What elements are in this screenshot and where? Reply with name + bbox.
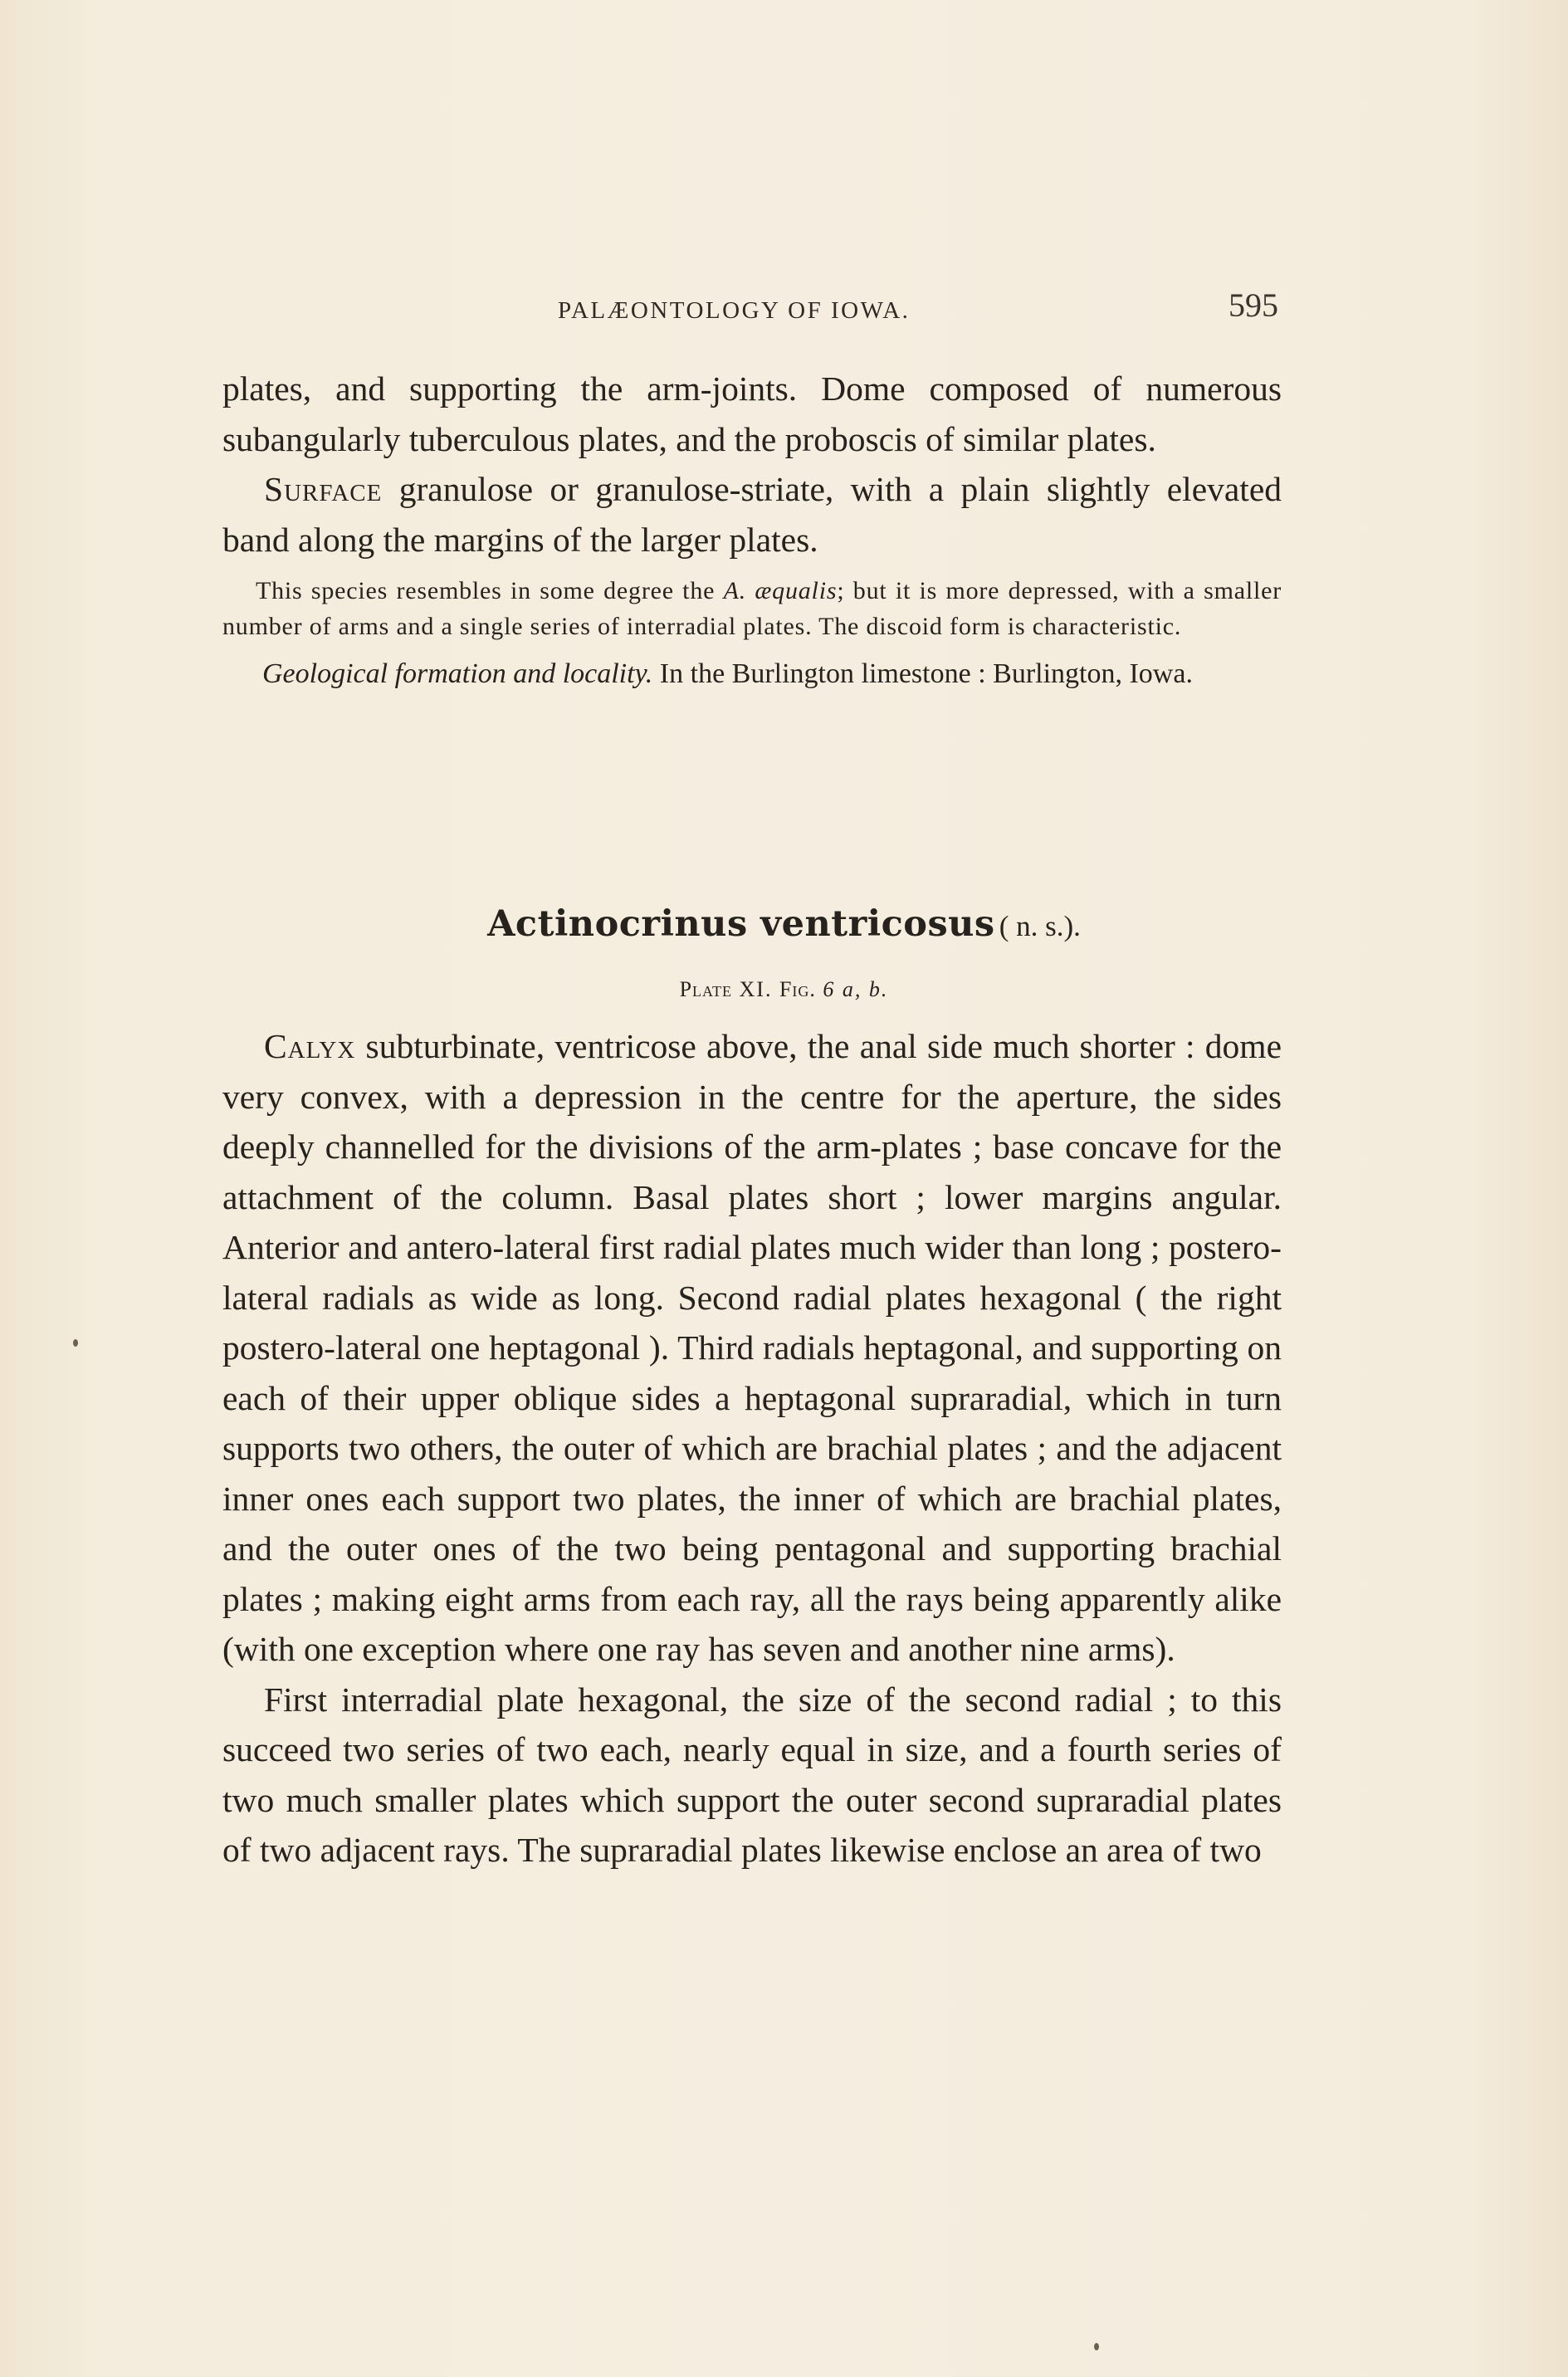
calyx-text: subturbinate, ventricose above, the anal side much shorter : dome very convex, with a depression in the centre for the aperture, the sides deeply channelled for the divisions of the arm-plates ; base concave for the attachment of the column. Basal plates short ; lower margins angular. Anterior and antero-lateral first radial plates much wider than long ; postero-lateral radials as wide as long. Second radial plates hexagonal ( the right postero-lateral one heptagonal ). Third radials heptagonal, and supporting on each of their upper oblique sides a heptagonal supraradial, which in turn supports two others, the outer of which are brachial plates ; and the adjacent inner ones each support two plates, the inner of which are brachial plates, and the outer ones of the two being pentagonal and supporting brachial plates ; making eight arms from each ray, all the rays being apparently alike (with one exception where one ray has seven and another nine arms). — [222, 1027, 1282, 1668]
description-section — [222, 1021, 1282, 1876]
species-heading — [0, 903, 1568, 945]
species-designation: ( n. s.). — [999, 910, 1081, 942]
calyx-paragraph — [222, 1021, 1282, 1675]
calyx-lead: Calyx — [264, 1027, 356, 1065]
continued-paragraph: plates, and supporting the arm-joints. Dome composed of numerous subangularly tuberculous plates, and the proboscis of similar plates. — [222, 369, 1282, 458]
note-text-start: This species resembles in some degree the — [256, 577, 724, 604]
plate-number: XI. — [739, 977, 773, 1001]
surface-paragraph — [222, 464, 1282, 565]
note-text-end: ; but it is more depressed, with a smaller number of arms and a single series of interradial plates. The discoid form is characteristic. — [222, 577, 1282, 640]
note-species-ref: A. æqualis — [723, 577, 838, 604]
paper-speck — [73, 1339, 78, 1347]
surface-lead: Surface — [264, 470, 383, 508]
fig-value: 6 a, b. — [823, 977, 889, 1001]
surface-text: granulose or granulose-striate, with a plain slightly elevated band along the margins of the larger plates. — [222, 470, 1282, 559]
running-title: PALÆONTOLOGY OF IOWA. — [558, 297, 911, 324]
fig-label: Fig. — [779, 977, 816, 1001]
geo-label: Geological formation and locality. — [262, 658, 653, 689]
geo-text: In the Burlington limestone : Burlington, Iowa. — [652, 658, 1193, 689]
plate-label: Plate — [679, 977, 733, 1001]
page-number: 595 — [1229, 286, 1278, 324]
paper-speck — [1094, 2343, 1099, 2350]
plate-reference — [0, 977, 1568, 1002]
species-name: Actinocrinus ventricosus — [487, 903, 995, 945]
interradial-paragraph: First interradial plate hexagonal, the size of the second radial ; to this succeed two series of two each, nearly equal in size, and a fourth series of two much smaller plates which support the outer second supraradial plates of two adjacent rays. The supraradial plates likewise enclose an area of two — [222, 1680, 1282, 1869]
intro-section — [222, 364, 1282, 693]
comparison-note — [222, 573, 1282, 644]
page-header — [0, 286, 1568, 334]
geological-locality — [222, 654, 1282, 693]
